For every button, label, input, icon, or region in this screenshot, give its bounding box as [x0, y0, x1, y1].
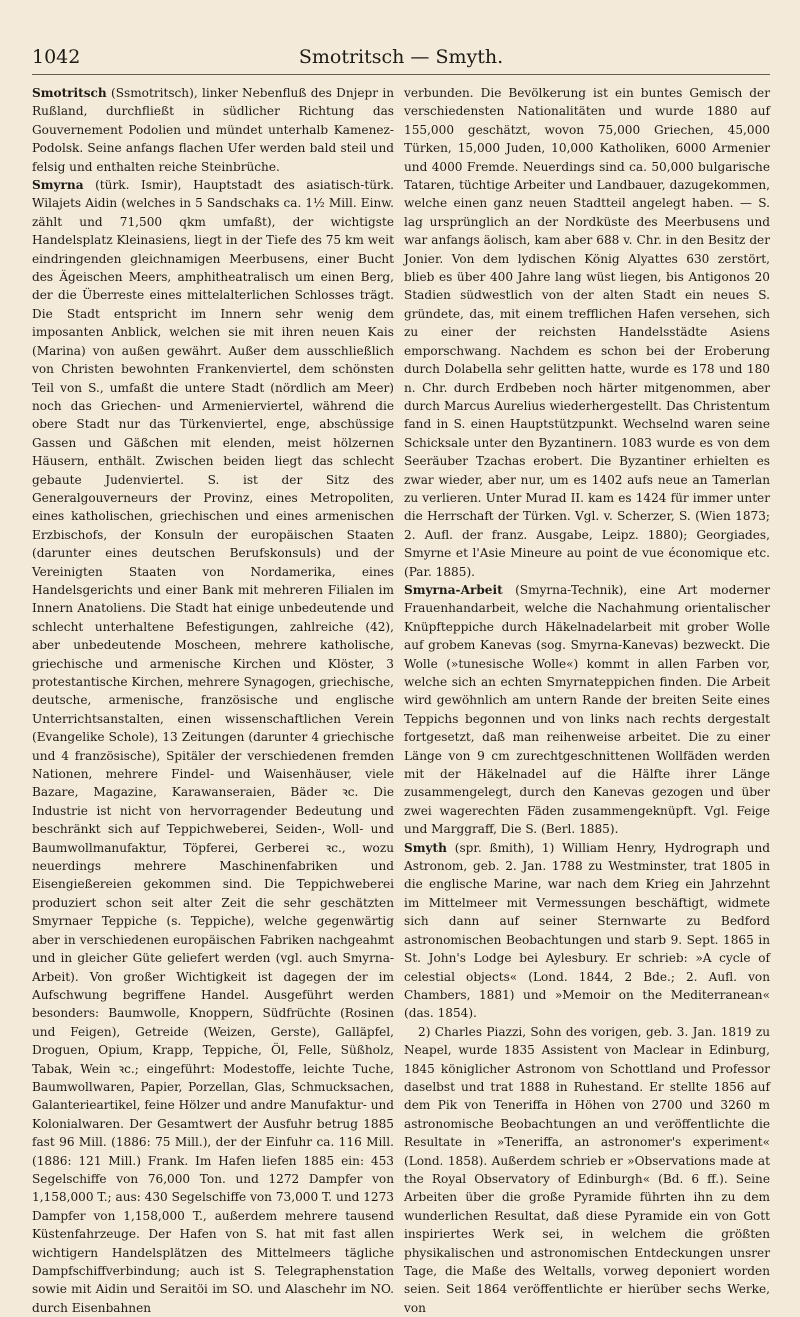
entry-keyword: Smyth	[404, 840, 447, 855]
entry-smyrna-arbeit	[404, 581, 770, 839]
entry-smyth-charles	[404, 1023, 770, 1317]
page-number: 1042	[32, 46, 81, 68]
page-header	[32, 44, 770, 75]
left-column	[32, 84, 395, 1315]
right-column	[404, 84, 770, 1315]
entry-text: (Ssmotritsch), linker Nebenfluß des Dnjepr in Rußland, durchfließt in südlicher Richtung das Gouvernement Podolien und mündet unterhalb Kamenez-Podolsk. Seine anfangs flachen Ufer werden bald steil und felsig und enthalten reiche Steinbrüche.	[32, 86, 394, 174]
entry-text: verbunden. Die Bevölkerung ist ein buntes Gemisch der verschiedensten Nationalitäten und wurde 1880 auf 155,000 geschätzt, wovon 75,000 Griechen, 45,000 Türken, 15,000 Juden, 10,000 Katholiken, 6000 Armenier und 4000 Fremde. Neuerdings sind ca. 50,000 bulgarische Tataren, tüchtige Arbeiter und Landbauer, dazugekommen, welche einen ganz neuen Stadtteil angelegt haben. — S. lag ursprünglich an der Nordküste des Meerbusens und war anfangs äolisch, kam aber 688 v. Chr. in den Besitz der Jonier. Von dem lydischen König Alyattes 630 zerstört, blieb es über 400 Jahre lang wüst liegen, bis Antigonos 20 Stadien südwestlich von der alten Stadt ein neues S. gründete, das, mit einem trefflichen Hafen versehen, sich zu einer der reichsten Handelsstädte Asiens emporschwang. Nachdem es schon bei der Eroberung durch Dolabella sehr gelitten hatte, wurde es 178 und 180 n. Chr. durch Erdbeben noch härter mitgenommen, aber durch Marcus Aurelius wiederhergestellt. Das Christentum fand in S. einen Hauptstützpunkt. Wechselnd waren seine Schicksale unter den Byzantinern. 1083 wurde es von dem Seeräuber Tzachas erobert. Die Byzantiner erhielten es zwar wieder, aber nur, um es 1402 aufs neue an Tamerlan zu verlieren. Unter Murad II. kam es 1424 für immer unter die Herrschaft der Türken. Vgl. v. Scherzer, S. (Wien 1873; 2. Aufl. der franz. Ausgabe, Leipz. 1880); Georgiades, Smyrne et l'Asie Mineure au point de vue économique etc. (Par. 1885).	[404, 86, 770, 579]
entry-smotritsch	[32, 84, 394, 176]
entry-smyth	[404, 839, 770, 1023]
entry-text: (Smyrna-Technik), eine Art moderner Frauenhandarbeit, welche die Nachahmung orientalischer Knüpfteppiche durch Häkelnadelarbeit mit grober Wolle auf grobem Kanevas (sog. Smyrna-Kanevas) bezweckt. Die Wolle (»tunesische Wolle«) kommt in allen Farben vor, welche sich an echten Smyrnateppichen finden. Die Arbeit wird gewöhnlich am untern Rande der breiten Seite eines Teppichs begonnen und von links nach rechts dergestalt fortgesetzt, daß man reihenweise arbeitet. Die zu einer Länge von 9 cm zurechtgeschnittenen Wollfäden werden mit der Häkelnadel auf die Hälfte ihrer Länge zusammengelegt, durch den Kanevas gezogen und über zwei wagerechten Fäden zusammengeknüpft. Vgl. Feige und Marggraff, Die S. (Berl. 1885).	[404, 582, 770, 837]
entry-text: 2) Charles Piazzi, Sohn des vorigen, geb. 3. Jan. 1819 zu Neapel, wurde 1835 Assistent von Maclear in Edinburg, 1845 königlicher Astronom von Schottland und Professor daselbst und trat 1888 in Ruhestand. Er stellte 1856 auf dem Pik von Teneriffa in Höhen von 2700 und 3260 m astronomische Beobachtungen an und veröffentlichte die Resultate in »Teneriffa, an astronomer's experiment« (Lond. 1858). Außerdem schrieb er »Observations made at the Royal Observatory of Edinburgh« (Bd. 6 ff.). Seine Arbeiten über die große Pyramide führten ihn zu dem wunderlichen Resultat, daß diese Pyramide ein von Gott inspiriertes Werk sei, in welchem die größten physikalischen und astronomischen Entdeckungen unsrer Tage, die Maße des Weltalls, vorweg deponiert worden seien. Seit 1864 veröffentlichte er hierüber sechs Werke, von	[404, 1024, 770, 1315]
entry-keyword: Smyrna	[32, 178, 84, 193]
entry-keyword: Smyrna-Arbeit	[404, 582, 503, 597]
entry-text: (spr. ßmith), 1) William Henry, Hydrograph und Astronom, geb. 2. Jan. 1788 zu Westminster, trat 1805 in die englische Marine, war nach dem Krieg ein Jahrzehnt im Mittelmeer mit Vermessungen beschäftigt, widmete sich dann auf seiner Sternwarte zu Bedford astronomischen Beobachtungen und starb 9. Sept. 1865 in St. John's Lodge bei Aylesbury. Er schrieb: »A cycle of celestial objects« (Lond. 1844, 2 Bde.; 2. Aufl. von Chambers, 1881) und »Memoir on the Mediterranean« (das. 1854).	[404, 840, 770, 1021]
entry-smyrna	[32, 176, 394, 1317]
running-title: Smotritsch — Smyth.	[298, 46, 504, 68]
entry-text: (türk. Ismir), Hauptstadt des asiatisch-türk. Wilajets Aidin (welches in 5 Sandschaks ca. 1½ Mill. Einw. zählt und 71,500 qkm umfaßt), der wichtigste Handelsplatz Kleinasiens, liegt in der Tiefe des 75 km weit eindringenden gleichnamigen Meerbusens, einer Bucht des Ägeischen Meers, amphitheatralisch um einen Berg, der die Überreste eines mittelalterlichen Schlosses trägt. Die Stadt entspricht im Innern sehr wenig dem imposanten Anblick, welchen sie mit ihren neuen Kais (Marina) von außen gewährt. Außer dem ausschließlich von Christen bewohnten Frankenviertel, dem schönsten Teil von S., umfaßt die untere Stadt (nördlich am Meer) noch das Griechen- und Armenierviertel, während die obere Stadt nur das Türkenviertel, enge, abschüssige Gassen und Gäßchen mit elenden, meist hölzernen Häusern, enthält. Zwischen beiden liegt das schlecht gebaute Judenviertel. S. ist der Sitz des Generalgouverneurs der Provinz, eines Metropoliten, eines katholischen, griechischen und eines armenischen Erzbischofs, der Konsuln der europäischen Staaten (darunter eines deutschen Berufskonsuls) und der Vereinigten Staaten von Nordamerika, eines Handelsgerichts und einer Bank mit mehreren Filialen im Innern Anatoliens. Die Stadt hat einige unbedeutende und schlecht unterhaltene Befestigungen, zahlreiche (42), aber unbedeutende Moscheen, mehrere katholische, griechische und armenische Kirchen und Klöster, 3 protestantische Kirchen, mehrere Synagogen, griechische, deutsche, armenische, französische und englische Unterrichtsanstalten, einen wissenschaftlichen Verein (Evangelike Schole), 13 Zeitungen (darunter 4 griechische und 4 französische), Spitäler der verschiedenen fremden Nationen, mehrere Findel- und Waisenhäuser, viele Bazare, Magazine, Karawanseraien, Bäder ꝛc. Die Industrie ist nicht von hervorragender Bedeutung und beschränkt sich auf Teppichweberei, Seiden-, Woll- und Baumwollmanufaktur, Töpferei, Gerberei ꝛc., wozu neuerdings mehrere Maschinenfabriken und Eisengießereien gekommen sind. Die Teppichweberei produziert schon seit alter Zeit die sehr geschätzten Smyrnaer Teppiche (s. Teppiche), welche gegenwärtig aber in verschiedenen europäischen Fabriken nachgeahmt und in gleicher Güte geliefert werden (vgl. auch Smyrna-Arbeit). Von großer Wichtigkeit ist dagegen der im Aufschwung begriffene Handel. Ausgeführt werden besonders: Baumwolle, Knoppern, Südfrüchte (Rosinen und Feigen), Getreide (Weizen, Gerste), Galläpfel, Droguen, Opium, Krapp, Teppiche, Öl, Felle, Süßholz, Tabak, Wein ꝛc.; eingeführt: Modestoffe, leichte Tuche, Baumwollwaren, Papier, Porzellan, Glas, Schmucksachen, Galanterieartikel, feine Hölzer und andre Manufaktur- und Kolonialwaren. Der Gesamtwert der Ausfuhr betrug 1885 fast 96 Mill. (1886: 75 Mill.), der der Einfuhr ca. 116 Mill. (1886: 121 Mill.) Frank. Im Hafen liefen 1885 ein: 453 Segelschiffe von 76,000 Ton. und 1272 Dampfer von 1,158,000 T.; aus: 430 Segelschiffe von 73,000 T. und 1273 Dampfer von 1,158,000 T., außerdem mehrere tausend Küstenfahrzeuge. Der Hafen von S. hat mit fast allen wichtigern Handelsplätzen des Mittelmeers tägliche Dampfschiffverbindung; auch ist S. Telegraphenstation sowie mit Aidin und Seraitöi im SO. und Alaschehr im NO. durch Eisenbahnen	[32, 178, 395, 1315]
entry-smyrna-continued	[404, 84, 770, 581]
entry-keyword: Smotritsch	[32, 86, 107, 100]
